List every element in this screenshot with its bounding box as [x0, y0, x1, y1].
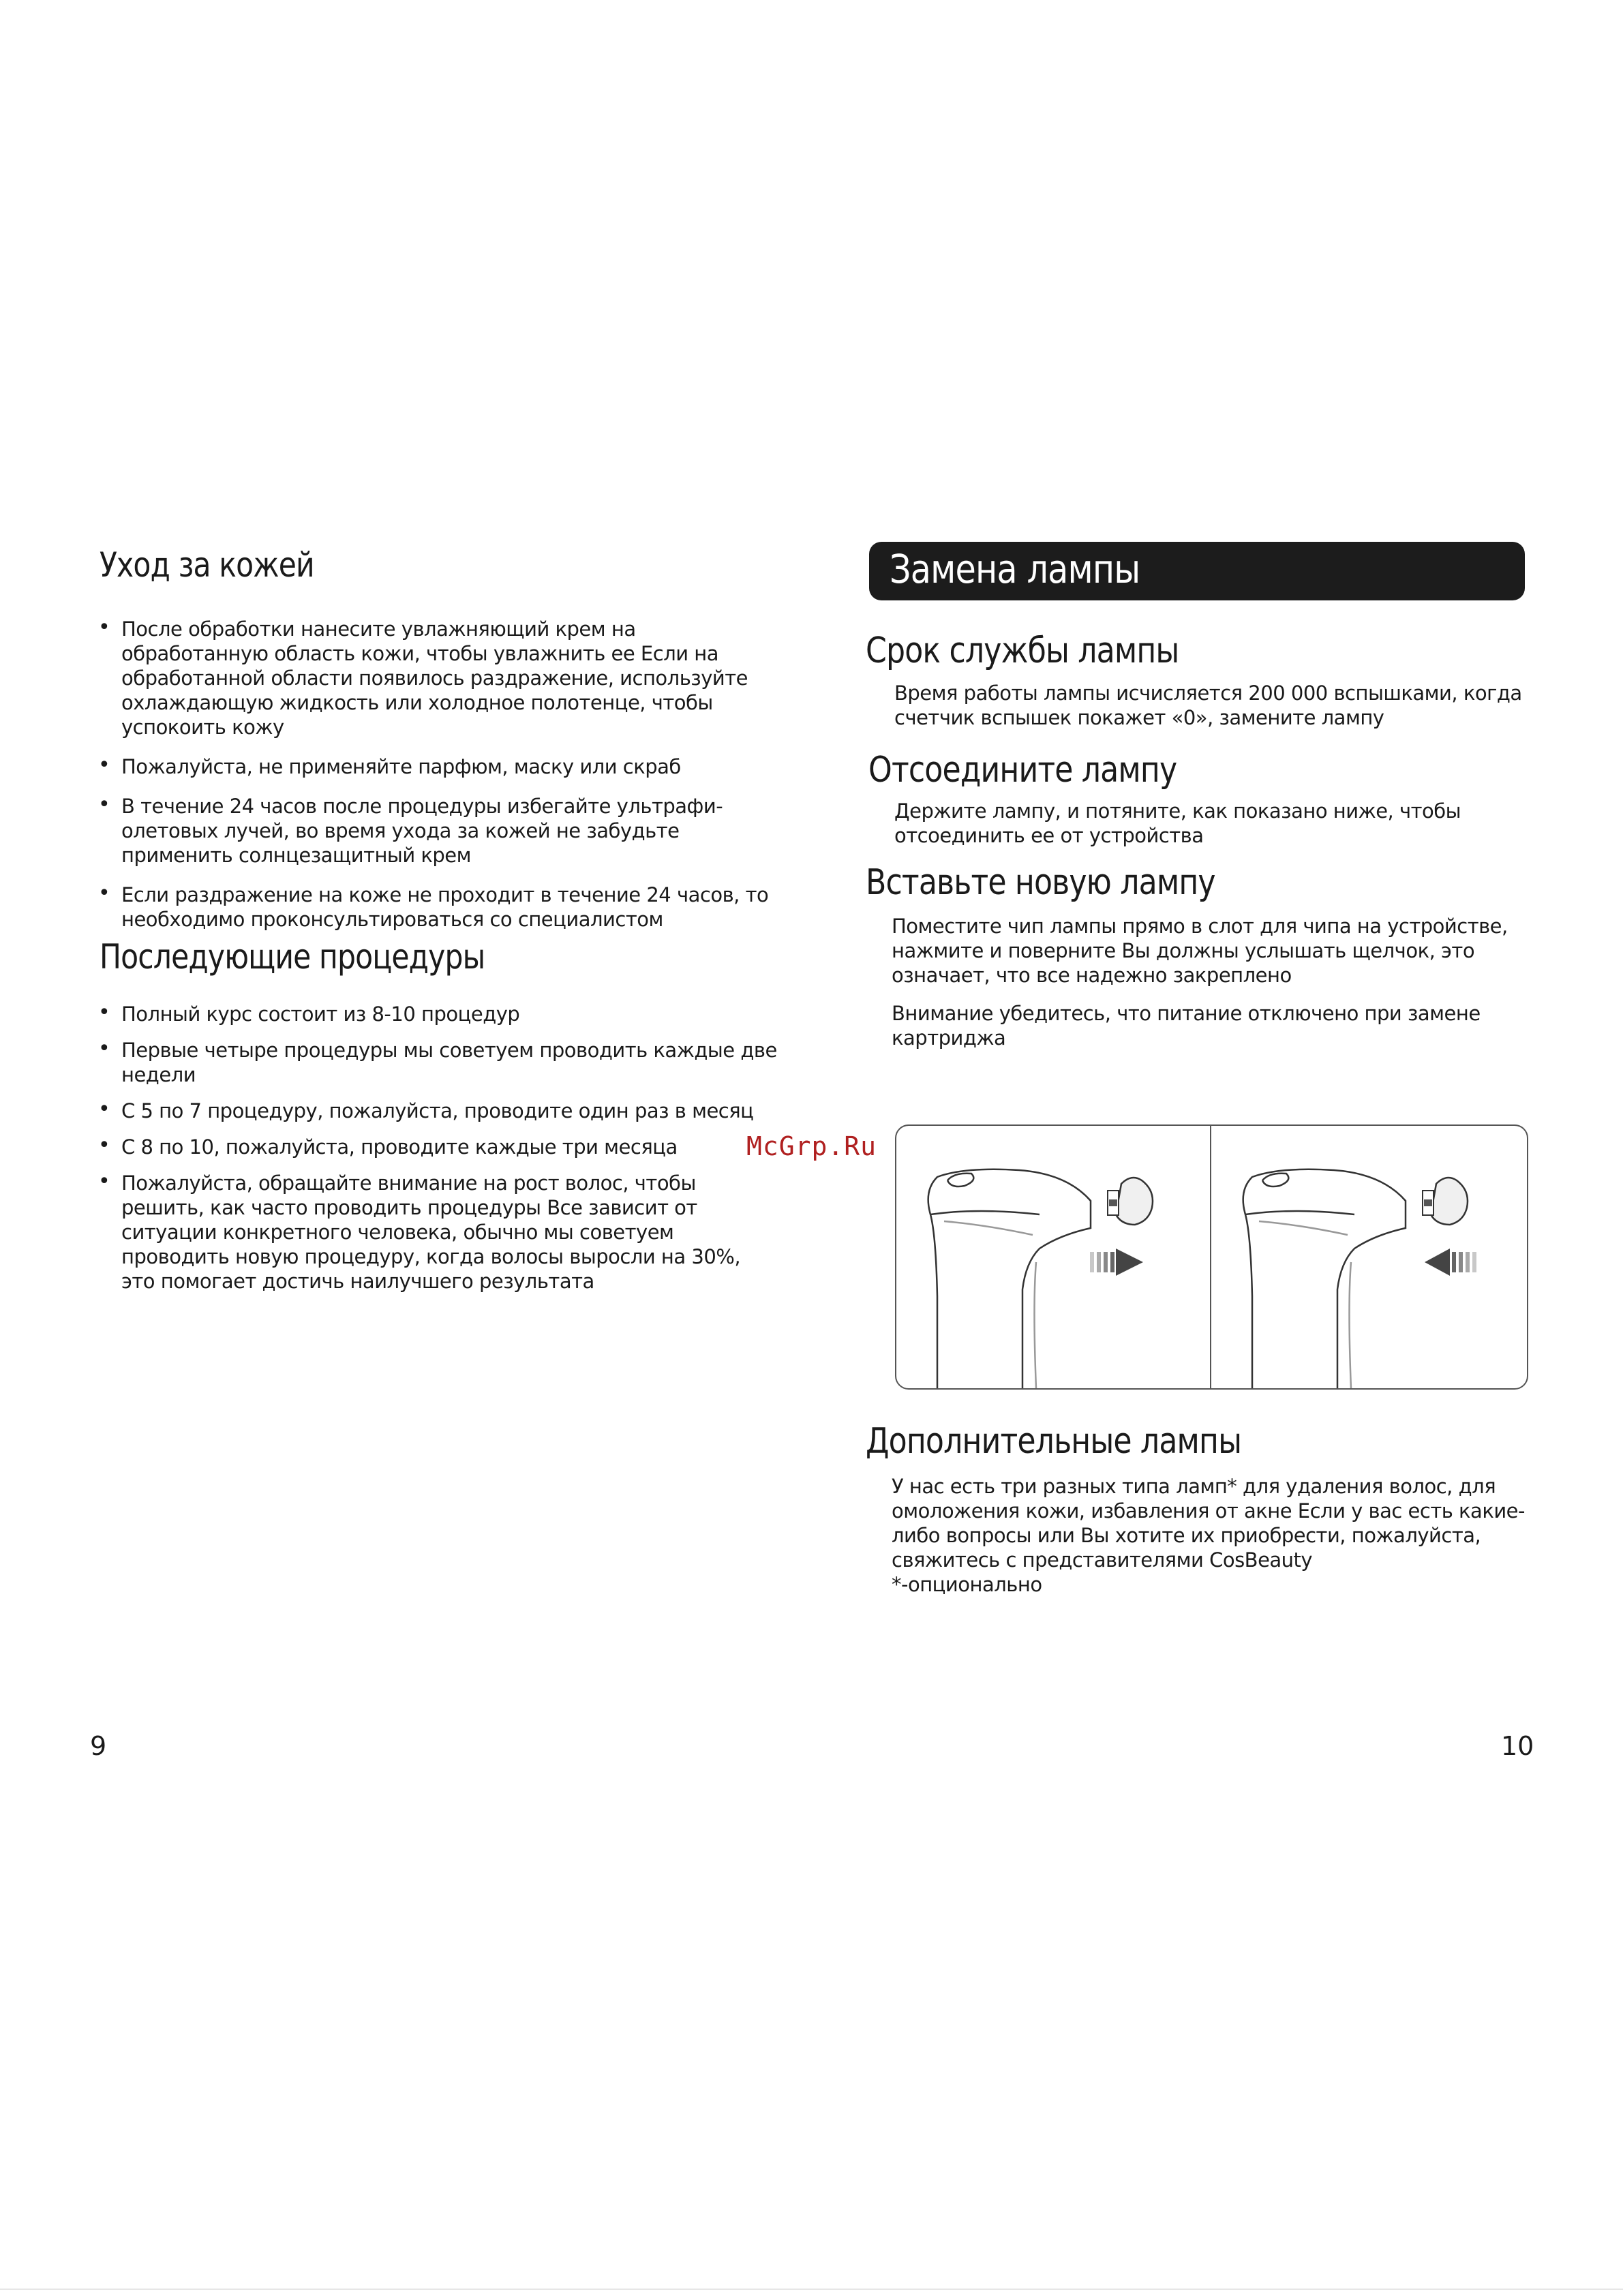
- detach-text: Держите лампу, и потяните, как показано ниже, чтобы отсоединить ее от устройства: [894, 799, 1461, 847]
- lamp-life-section: [866, 630, 1527, 730]
- list-item: • Если раздражение на коже не проходит в течение 24 часов, то необходимо проконсультироваться со специалистом: [95, 883, 777, 932]
- banner-title: Замена лампы: [890, 546, 1140, 592]
- section-banner: [869, 542, 1525, 600]
- skin-care-list: [95, 617, 777, 947]
- insert-heading: Вставьте новую лампу: [866, 862, 1215, 903]
- lamp-cartridge-left-icon: [1108, 1178, 1153, 1225]
- lamp-life-heading: Срок службы лампы: [866, 630, 1179, 671]
- device-right-icon: [1243, 1169, 1406, 1388]
- skin-care-heading: Уход за кожей: [100, 545, 314, 585]
- device-illustration: [896, 1126, 1527, 1388]
- arrow-left-icon: [1425, 1249, 1476, 1276]
- extra-lamps-footnote: *-опционально: [892, 1573, 1042, 1596]
- lamp-replacement-figure: [895, 1124, 1528, 1390]
- bottom-divider: [0, 2289, 1623, 2290]
- extra-lamps-text: У нас есть три разных типа ламп* для удаления волос, для омоложения кожи, избавления от акне Если у вас есть какие-либо вопросы или Вы хотите их приобрести, пожалуйста, свяжитесь с представителями CosBeauty: [892, 1475, 1525, 1572]
- detach-section: [866, 750, 1527, 848]
- extra-lamps-heading: Дополнительные лампы: [866, 1421, 1242, 1462]
- list-item: • После обработки нанесите увлажняющий крем на обработанную область кожи, чтобы увлажнить ее Если на обработанной области появилось раздражение, используйте охлаждающую жидкость или холодное полотенце, чтобы успокоить кожу: [95, 617, 777, 739]
- page-number-right: 10: [1501, 1731, 1534, 1761]
- insert-warning: Внимание убедитесь, что питание отключено при замене картриджа: [892, 1002, 1481, 1050]
- list-item: • С 5 по 7 процедуру, пожалуйста, проводите один раз в месяц: [95, 1099, 777, 1123]
- extra-lamps-section: [866, 1421, 1527, 1597]
- insert-section: [866, 862, 1527, 1050]
- list-item: • В течение 24 часов после процедуры избегайте ультрафи-олетовых лучей, во время ухода за кожей не забудьте применить солнцезащитный крем: [95, 794, 777, 868]
- lamp-life-text: Время работы лампы исчисляется 200 000 вспышками, когда счетчик вспышек покажет «0», замените лампу: [894, 682, 1522, 729]
- insert-text: Поместите чип лампы прямо в слот для чипа на устройстве, нажмите и поверните Вы должны услышать щелчок, это означает, что все надежно закреплено: [892, 915, 1508, 987]
- detach-heading: Отсоедините лампу: [868, 750, 1177, 791]
- list-item: • С 8 по 10, пожалуйста, проводите каждые три месяца: [95, 1135, 777, 1159]
- lamp-cartridge-right-icon: [1423, 1178, 1468, 1225]
- figure-divider: [1210, 1126, 1211, 1388]
- list-item: • Первые четыре процедуры мы советуем проводить каждые две недели: [95, 1038, 777, 1087]
- list-item: • Полный курс состоит из 8-10 процедур: [95, 1002, 777, 1026]
- list-item: • Пожалуйста, не применяйте парфюм, маску или скраб: [95, 754, 777, 779]
- watermark: McGrp.Ru: [746, 1131, 877, 1161]
- followup-heading: Последующие процедуры: [100, 937, 485, 977]
- page-number-left: 9: [90, 1731, 107, 1761]
- followup-list: [95, 1002, 777, 1305]
- device-left-icon: [928, 1169, 1091, 1388]
- list-item: • Пожалуйста, обращайте внимание на рост волос, чтобы решить, как часто проводить процедуры Все зависит от ситуации конкретного человека, обычно мы советуем проводить новую процедуру, когда волосы выросли на 30%, это помогает достичь наилучшего результата: [95, 1171, 777, 1294]
- arrow-right-icon: [1090, 1249, 1143, 1276]
